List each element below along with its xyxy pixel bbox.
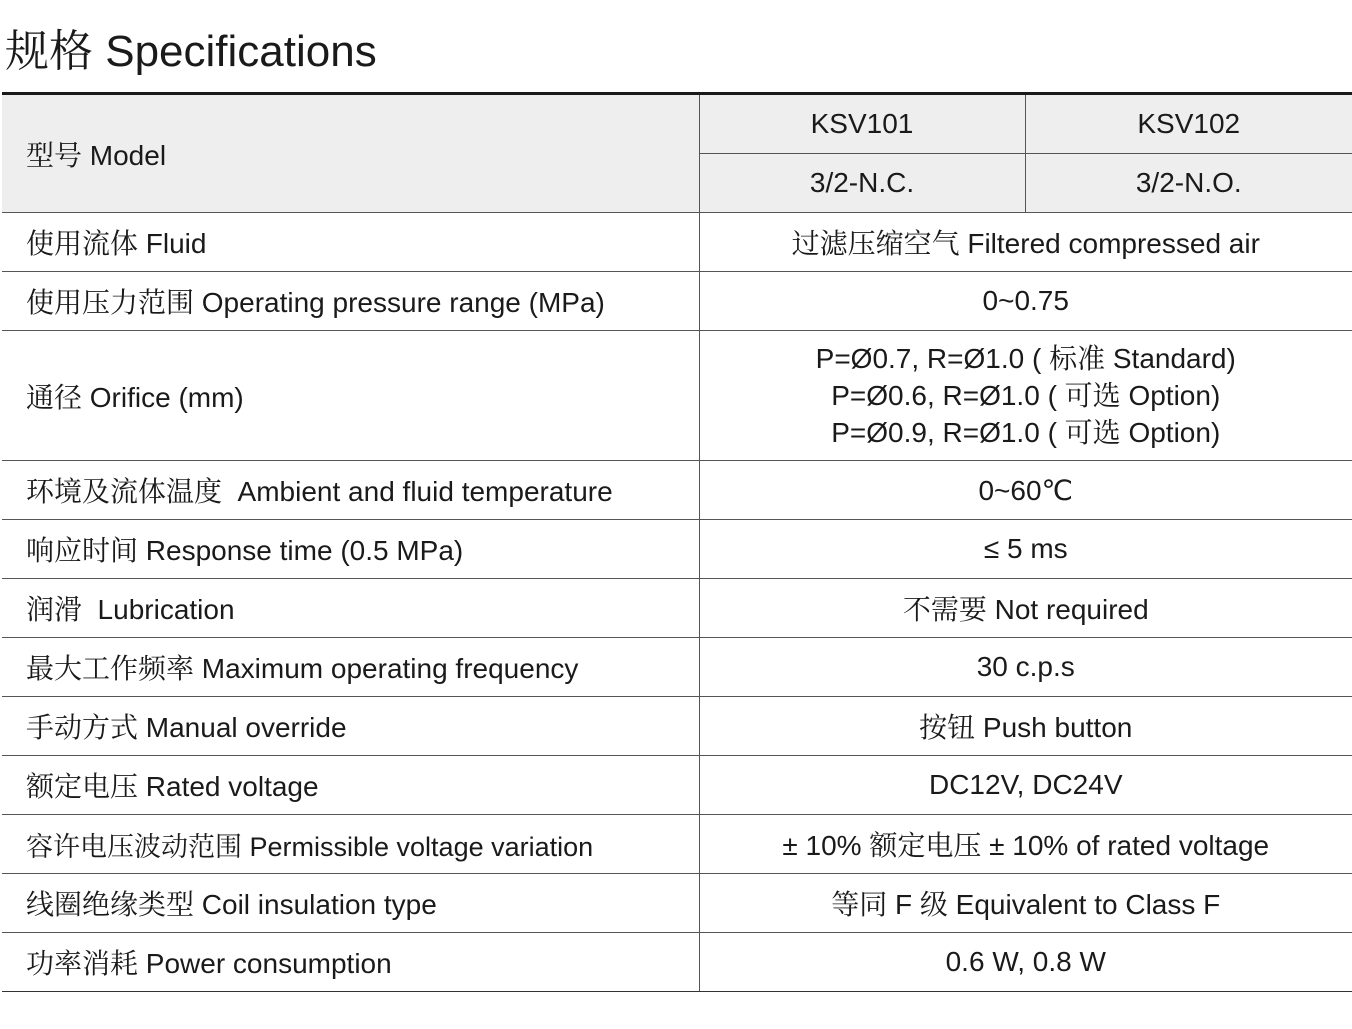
- row-label: 通径 Orifice (mm): [2, 331, 699, 461]
- row-value: [699, 331, 1352, 461]
- row-value: 0~60℃: [699, 461, 1352, 520]
- row-value: DC12V, DC24V: [699, 756, 1352, 815]
- table-row: [2, 933, 1352, 992]
- table-row: [2, 756, 1352, 815]
- table-row: [2, 579, 1352, 638]
- table-row: [2, 638, 1352, 697]
- row-label: 手动方式 Manual override: [2, 697, 699, 756]
- model-name-ksv101: KSV101: [699, 94, 1025, 154]
- row-value: ± 10% 额定电压 ± 10% of rated voltage: [699, 815, 1352, 874]
- page-title: 规格 Specifications: [5, 27, 377, 76]
- specifications-table: [2, 92, 1352, 992]
- orifice-line: P=Ø0.9, R=Ø1.0 ( 可选 Option): [831, 417, 1221, 448]
- row-label: 线圈绝缘类型 Coil insulation type: [2, 874, 699, 933]
- row-label: 功率消耗 Power consumption: [2, 933, 699, 992]
- table-row: [2, 520, 1352, 579]
- model-name-ksv102: KSV102: [1025, 94, 1352, 154]
- row-value: 0.6 W, 0.8 W: [699, 933, 1352, 992]
- row-value: 过滤压缩空气 Filtered compressed air: [699, 213, 1352, 272]
- row-label: 使用流体 Fluid: [2, 213, 699, 272]
- row-value: 0~0.75: [699, 272, 1352, 331]
- row-label: 使用压力范围 Operating pressure range (MPa): [2, 272, 699, 331]
- table-row: [2, 697, 1352, 756]
- row-value: ≤ 5 ms: [699, 520, 1352, 579]
- table-row: [2, 461, 1352, 520]
- table-row: [2, 331, 1352, 461]
- row-label: 环境及流体温度 Ambient and fluid temperature: [2, 461, 699, 520]
- table-row: [2, 272, 1352, 331]
- row-value: 30 c.p.s: [699, 638, 1352, 697]
- row-value: 等同 F 级 Equivalent to Class F: [699, 874, 1352, 933]
- orifice-line: P=Ø0.7, R=Ø1.0 ( 标准 Standard): [815, 343, 1236, 374]
- row-value: 不需要 Not required: [699, 579, 1352, 638]
- row-value: 按钮 Push button: [699, 697, 1352, 756]
- table-row: [2, 213, 1352, 272]
- table-row: [2, 874, 1352, 933]
- table-header-row: [2, 94, 1352, 154]
- row-label: 润滑 Lubrication: [2, 579, 699, 638]
- table-row: [2, 815, 1352, 874]
- row-label: 容许电压波动范围 Permissible voltage variation: [2, 815, 699, 874]
- model-label: 型号 Model: [2, 94, 699, 213]
- row-label: 最大工作频率 Maximum operating frequency: [2, 638, 699, 697]
- orifice-line: P=Ø0.6, R=Ø1.0 ( 可选 Option): [831, 380, 1221, 411]
- model-type-ksv102: 3/2-N.O.: [1025, 154, 1352, 213]
- model-type-ksv101: 3/2-N.C.: [699, 154, 1025, 213]
- row-label: 响应时间 Response time (0.5 MPa): [2, 520, 699, 579]
- row-label: 额定电压 Rated voltage: [2, 756, 699, 815]
